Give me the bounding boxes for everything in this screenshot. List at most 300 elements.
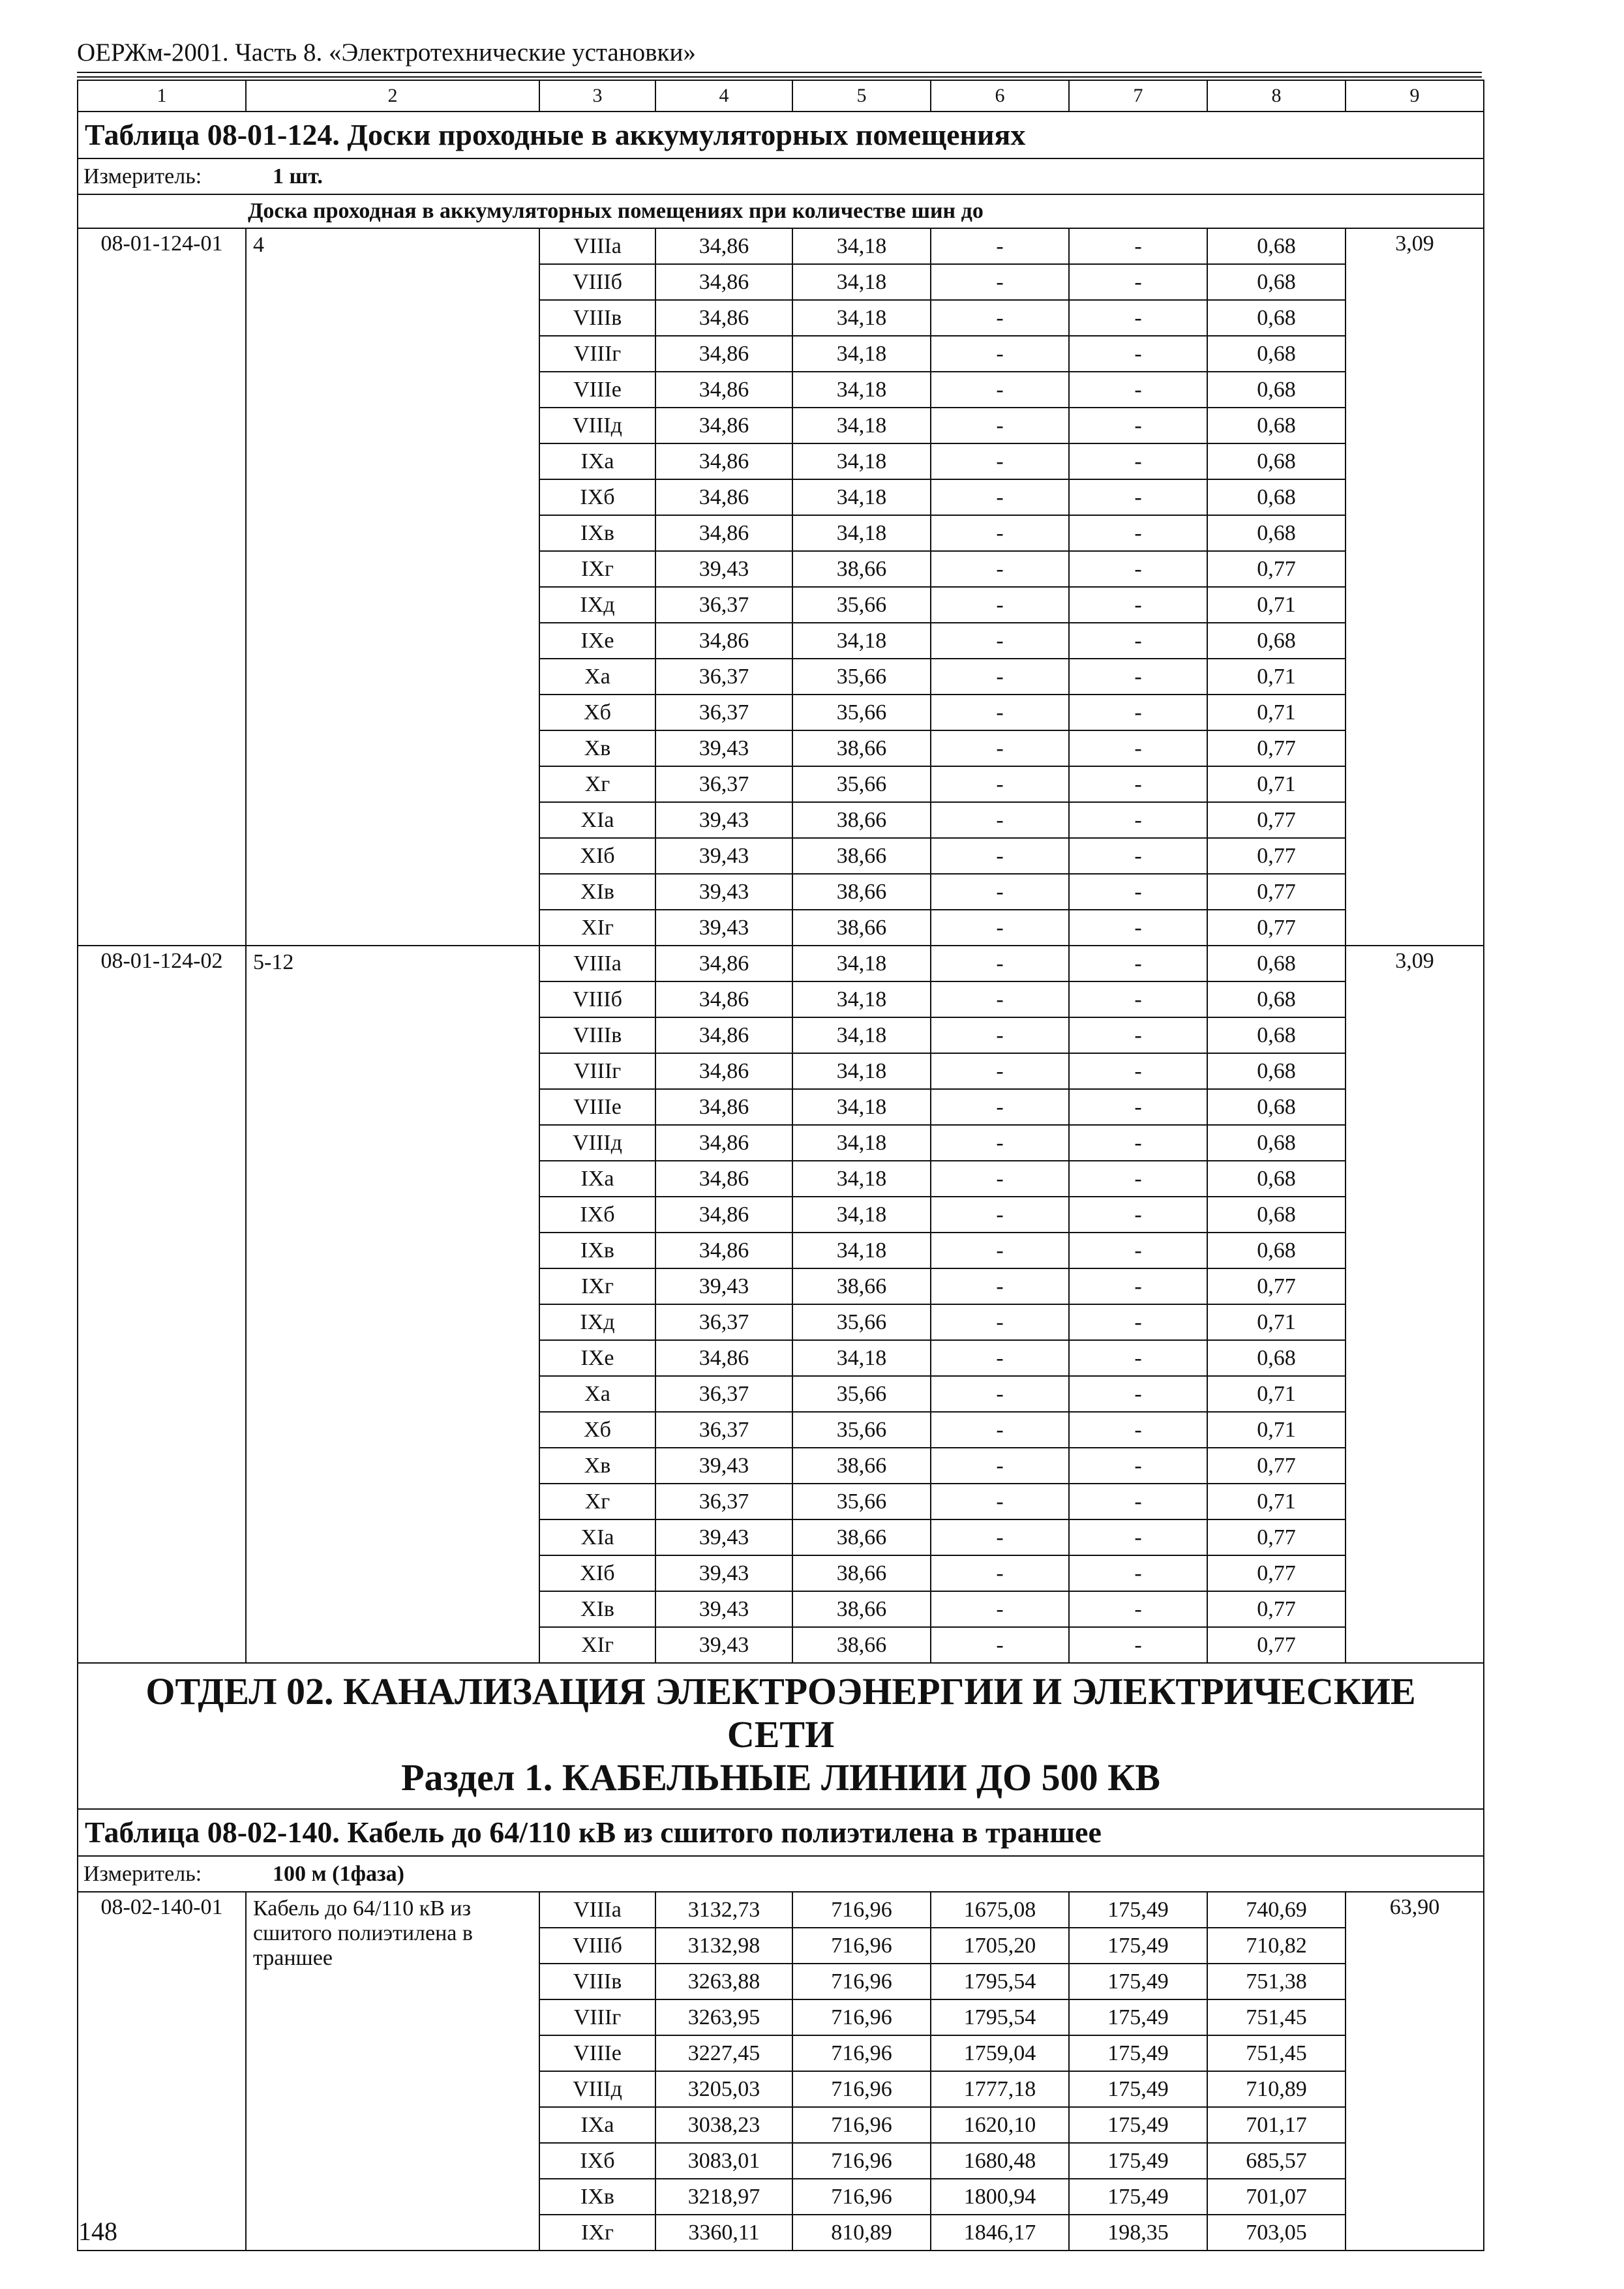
value-cell: - (1069, 1017, 1207, 1053)
value-cell: - (931, 730, 1069, 766)
value-cell: - (931, 1340, 1069, 1376)
value-cell: 1675,08 (931, 1892, 1069, 1928)
zone-cell: XIв (539, 1591, 655, 1627)
value-cell: - (1069, 515, 1207, 551)
value-cell: 710,89 (1207, 2071, 1346, 2107)
value-cell: - (1069, 695, 1207, 730)
value-cell: 36,37 (655, 659, 792, 695)
value-cell: 38,66 (792, 551, 931, 587)
value-cell: 34,86 (655, 1089, 792, 1125)
table-row (78, 1892, 1484, 1928)
value-cell: 703,05 (1207, 2215, 1346, 2251)
value-cell: - (931, 551, 1069, 587)
norm-code: 08-01-124-02 (78, 946, 246, 1663)
zone-cell: IXб (539, 1197, 655, 1233)
value-cell: 39,43 (655, 838, 792, 874)
header-rule (77, 72, 1482, 73)
value-cell: - (931, 838, 1069, 874)
value-cell: - (931, 695, 1069, 730)
value-cell: 38,66 (792, 874, 931, 910)
value-cell: - (1069, 1484, 1207, 1519)
column-number: 2 (246, 80, 539, 112)
norm-code: 08-02-140-01 (78, 1892, 246, 2251)
value-cell: 0,77 (1207, 838, 1346, 874)
value-cell: - (931, 1089, 1069, 1125)
value-cell: 36,37 (655, 1304, 792, 1340)
norm-description: Кабель до 64/110 кВ из сшитого полиэтилена в траншее (246, 1892, 539, 2251)
value-cell: 38,66 (792, 1591, 931, 1627)
measure-cell (78, 158, 1484, 194)
value-cell: 751,38 (1207, 1964, 1346, 1999)
value-cell: - (931, 300, 1069, 336)
value-cell: - (931, 1053, 1069, 1089)
value-cell: 34,18 (792, 1161, 931, 1197)
value-cell: 0,68 (1207, 264, 1346, 300)
value-cell: 0,68 (1207, 1125, 1346, 1161)
value-cell: 34,86 (655, 946, 792, 981)
value-cell: 685,57 (1207, 2143, 1346, 2179)
value-cell: - (931, 659, 1069, 695)
value-cell: 34,86 (655, 623, 792, 659)
value-cell: - (1069, 1268, 1207, 1304)
value-cell: 34,86 (655, 408, 792, 443)
value-cell: 34,86 (655, 981, 792, 1017)
col9-value: 3,09 (1346, 228, 1484, 946)
column-number: 7 (1069, 80, 1207, 112)
value-cell: 34,18 (792, 623, 931, 659)
value-cell: - (1069, 802, 1207, 838)
value-cell: 1620,10 (931, 2107, 1069, 2143)
value-cell: 0,68 (1207, 946, 1346, 981)
value-cell: - (931, 408, 1069, 443)
value-cell: - (1069, 1053, 1207, 1089)
value-cell: 3218,97 (655, 2179, 792, 2215)
value-cell: 34,86 (655, 1125, 792, 1161)
column-number: 9 (1346, 80, 1484, 112)
value-cell: - (931, 1448, 1069, 1484)
value-cell: - (1069, 874, 1207, 910)
zone-cell: IXб (539, 479, 655, 515)
value-cell: 0,68 (1207, 981, 1346, 1017)
running-header: ОЕРЖм-2001. Часть 8. «Электротехнические установки» (77, 38, 696, 67)
measure-row (78, 158, 1484, 194)
value-cell: 34,86 (655, 228, 792, 264)
table-title-row (78, 112, 1484, 158)
value-cell: 39,43 (655, 802, 792, 838)
measure-label: Измеритель: (83, 164, 202, 188)
value-cell: 34,86 (655, 1197, 792, 1233)
value-cell: - (931, 1484, 1069, 1519)
value-cell: 0,68 (1207, 408, 1346, 443)
zone-cell: VIIIг (539, 1053, 655, 1089)
value-cell: - (1069, 1304, 1207, 1340)
value-cell: - (931, 1627, 1069, 1663)
value-cell: - (1069, 766, 1207, 802)
norm-code: 08-01-124-01 (78, 228, 246, 946)
value-cell: - (1069, 1089, 1207, 1125)
value-cell: - (931, 1376, 1069, 1412)
page-number: 148 (78, 2217, 117, 2246)
zone-cell: VIIIа (539, 1892, 655, 1928)
value-cell: - (931, 766, 1069, 802)
value-cell: 34,18 (792, 1053, 931, 1089)
value-cell: - (1069, 1197, 1207, 1233)
zone-cell: IXа (539, 1161, 655, 1197)
value-cell: - (931, 587, 1069, 623)
col9-value: 63,90 (1346, 1892, 1484, 2251)
value-cell: 35,66 (792, 1484, 931, 1519)
value-cell: 0,68 (1207, 1233, 1346, 1268)
value-cell: 0,71 (1207, 766, 1346, 802)
value-cell: 3083,01 (655, 2143, 792, 2179)
value-cell: - (931, 515, 1069, 551)
value-cell: 1777,18 (931, 2071, 1069, 2107)
value-cell: 39,43 (655, 910, 792, 946)
value-cell: 716,96 (792, 2107, 931, 2143)
value-cell: 35,66 (792, 766, 931, 802)
value-cell: 175,49 (1069, 2179, 1207, 2215)
value-cell: 34,86 (655, 336, 792, 372)
value-cell: 1705,20 (931, 1928, 1069, 1964)
table-row (78, 228, 1484, 264)
value-cell: 34,18 (792, 264, 931, 300)
col9-value: 3,09 (1346, 946, 1484, 1663)
value-cell: 0,68 (1207, 1340, 1346, 1376)
zone-cell: Xа (539, 659, 655, 695)
value-cell: 34,18 (792, 1089, 931, 1125)
value-cell: 39,43 (655, 874, 792, 910)
zone-cell: IXа (539, 2107, 655, 2143)
measure-value: 100 м (1фаза) (273, 1861, 404, 1886)
value-cell: 710,82 (1207, 1928, 1346, 1964)
value-cell: - (1069, 1448, 1207, 1484)
header-rule (77, 76, 1482, 78)
table-subtitle: Доска проходная в аккумуляторных помещениях при количестве шин до (78, 194, 1484, 228)
value-cell: - (1069, 479, 1207, 515)
value-cell: 36,37 (655, 587, 792, 623)
value-cell: - (1069, 551, 1207, 587)
value-cell: 38,66 (792, 1448, 931, 1484)
value-cell: 716,96 (792, 2179, 931, 2215)
table-title-row (78, 1809, 1484, 1856)
value-cell: 1795,54 (931, 1964, 1069, 1999)
value-cell: - (1069, 659, 1207, 695)
zone-cell: IXе (539, 623, 655, 659)
value-cell: 751,45 (1207, 2035, 1346, 2071)
value-cell: 175,49 (1069, 2035, 1207, 2071)
zone-cell: VIIIа (539, 228, 655, 264)
value-cell: - (931, 1555, 1069, 1591)
value-cell: 34,18 (792, 372, 931, 408)
value-cell: 0,71 (1207, 1484, 1346, 1519)
zone-cell: VIIIд (539, 408, 655, 443)
value-cell: 36,37 (655, 695, 792, 730)
value-cell: 0,68 (1207, 1161, 1346, 1197)
value-cell: 38,66 (792, 1519, 931, 1555)
value-cell: 35,66 (792, 1412, 931, 1448)
value-cell: - (931, 1017, 1069, 1053)
value-cell: - (931, 910, 1069, 946)
value-cell: 0,68 (1207, 1089, 1346, 1125)
value-cell: 34,18 (792, 1340, 931, 1376)
value-cell: 34,86 (655, 372, 792, 408)
value-cell: - (1069, 1125, 1207, 1161)
value-cell: 0,77 (1207, 1268, 1346, 1304)
value-cell: 35,66 (792, 659, 931, 695)
value-cell: 39,43 (655, 1555, 792, 1591)
value-cell: 34,18 (792, 1125, 931, 1161)
zone-cell: XIб (539, 1555, 655, 1591)
value-cell: 175,49 (1069, 1928, 1207, 1964)
value-cell: - (1069, 300, 1207, 336)
value-cell: 36,37 (655, 1484, 792, 1519)
value-cell: 701,07 (1207, 2179, 1346, 2215)
zone-cell: VIIIе (539, 372, 655, 408)
table-subtitle-row (78, 194, 1484, 228)
zone-cell: Xг (539, 766, 655, 802)
value-cell: 35,66 (792, 1376, 931, 1412)
zone-cell: Xв (539, 730, 655, 766)
value-cell: 751,45 (1207, 1999, 1346, 2035)
column-number-row (78, 80, 1484, 112)
value-cell: 39,43 (655, 1591, 792, 1627)
value-cell: 716,96 (792, 1892, 931, 1928)
measure-label: Измеритель: (83, 1861, 202, 1886)
value-cell: 175,49 (1069, 2107, 1207, 2143)
value-cell: 716,96 (792, 2071, 931, 2107)
value-cell: 34,86 (655, 1340, 792, 1376)
table-title: Таблица 08-02-140. Кабель до 64/110 кВ из сшитого полиэтилена в траншее (78, 1809, 1484, 1856)
value-cell: - (931, 1233, 1069, 1268)
value-cell: 0,77 (1207, 1519, 1346, 1555)
value-cell: 0,77 (1207, 874, 1346, 910)
value-cell: 0,71 (1207, 659, 1346, 695)
value-cell: 34,86 (655, 300, 792, 336)
zone-cell: VIIIв (539, 1964, 655, 1999)
value-cell: 34,18 (792, 479, 931, 515)
value-cell: 34,18 (792, 336, 931, 372)
value-cell: 0,68 (1207, 1017, 1346, 1053)
value-cell: 0,77 (1207, 1448, 1346, 1484)
value-cell: 39,43 (655, 1448, 792, 1484)
value-cell: 3227,45 (655, 2035, 792, 2071)
measure-cell (78, 1856, 1484, 1892)
value-cell: 1795,54 (931, 1999, 1069, 2035)
zone-cell: VIIIб (539, 981, 655, 1017)
norm-description: 5-12 (246, 946, 539, 1663)
measure-value: 1 шт. (273, 164, 323, 188)
zone-cell: IXв (539, 2179, 655, 2215)
value-cell: 34,86 (655, 1161, 792, 1197)
value-cell: 0,68 (1207, 443, 1346, 479)
value-cell: 0,71 (1207, 695, 1346, 730)
value-cell: 39,43 (655, 730, 792, 766)
value-cell: 740,69 (1207, 1892, 1346, 1928)
value-cell: 175,49 (1069, 2071, 1207, 2107)
value-cell: 34,18 (792, 981, 931, 1017)
value-cell: 0,77 (1207, 1591, 1346, 1627)
value-cell: - (1069, 981, 1207, 1017)
value-cell: 0,68 (1207, 1197, 1346, 1233)
value-cell: 0,68 (1207, 336, 1346, 372)
value-cell: - (1069, 1519, 1207, 1555)
value-cell: 0,71 (1207, 1376, 1346, 1412)
value-cell: - (931, 1125, 1069, 1161)
zone-cell: VIIIг (539, 336, 655, 372)
value-cell: 3132,73 (655, 1892, 792, 1928)
value-cell: - (1069, 1555, 1207, 1591)
zone-cell: Xа (539, 1376, 655, 1412)
value-cell: - (931, 1304, 1069, 1340)
value-cell: - (931, 372, 1069, 408)
zone-cell: VIIIв (539, 1017, 655, 1053)
zone-cell: IXг (539, 2215, 655, 2251)
norms-table-body (78, 80, 1484, 2251)
value-cell: 716,96 (792, 1964, 931, 1999)
value-cell: - (931, 1161, 1069, 1197)
zone-cell: XIа (539, 1519, 655, 1555)
column-number: 8 (1207, 80, 1346, 112)
value-cell: 34,18 (792, 300, 931, 336)
value-cell: - (931, 479, 1069, 515)
value-cell: 35,66 (792, 695, 931, 730)
value-cell: - (1069, 1161, 1207, 1197)
value-cell: 3360,11 (655, 2215, 792, 2251)
zone-cell: Xг (539, 1484, 655, 1519)
subsection-heading: Раздел 1. КАБЕЛЬНЫЕ ЛИНИИ ДО 500 КВ (401, 1756, 1160, 1799)
value-cell: 34,86 (655, 1233, 792, 1268)
value-cell: 38,66 (792, 1268, 931, 1304)
value-cell: 0,77 (1207, 1555, 1346, 1591)
value-cell: - (1069, 1376, 1207, 1412)
zone-cell: IXг (539, 1268, 655, 1304)
value-cell: 34,18 (792, 515, 931, 551)
value-cell: 38,66 (792, 1555, 931, 1591)
value-cell: - (1069, 1412, 1207, 1448)
column-number: 6 (931, 80, 1069, 112)
value-cell: 1680,48 (931, 2143, 1069, 2179)
value-cell: 38,66 (792, 802, 931, 838)
value-cell: - (931, 443, 1069, 479)
section-heading (78, 1663, 1484, 1809)
value-cell: 34,86 (655, 515, 792, 551)
table-title: Таблица 08-01-124. Доски проходные в аккумуляторных помещениях (78, 112, 1484, 158)
value-cell: 3038,23 (655, 2107, 792, 2143)
value-cell: - (1069, 1627, 1207, 1663)
value-cell: - (1069, 1233, 1207, 1268)
value-cell: 0,68 (1207, 623, 1346, 659)
value-cell: 3132,98 (655, 1928, 792, 1964)
value-cell: 0,71 (1207, 587, 1346, 623)
zone-cell: VIIIб (539, 264, 655, 300)
value-cell: 716,96 (792, 1999, 931, 2035)
zone-cell: VIIIд (539, 1125, 655, 1161)
zone-cell: IXв (539, 515, 655, 551)
zone-cell: VIIIе (539, 1089, 655, 1125)
value-cell: 0,68 (1207, 515, 1346, 551)
norm-description: 4 (246, 228, 539, 946)
value-cell: 1759,04 (931, 2035, 1069, 2071)
zone-cell: XIб (539, 838, 655, 874)
column-number: 4 (655, 80, 792, 112)
value-cell: 0,77 (1207, 910, 1346, 946)
zone-cell: VIIIд (539, 2071, 655, 2107)
value-cell: 175,49 (1069, 1999, 1207, 2035)
value-cell: 34,18 (792, 1017, 931, 1053)
value-cell: - (1069, 730, 1207, 766)
value-cell: - (931, 264, 1069, 300)
value-cell: 36,37 (655, 766, 792, 802)
value-cell: - (931, 802, 1069, 838)
zone-cell: IXб (539, 2143, 655, 2179)
value-cell: - (1069, 443, 1207, 479)
zone-cell: VIIIв (539, 300, 655, 336)
zone-cell: IXд (539, 587, 655, 623)
value-cell: 0,68 (1207, 372, 1346, 408)
value-cell: 175,49 (1069, 1892, 1207, 1928)
value-cell: 0,68 (1207, 300, 1346, 336)
value-cell: 35,66 (792, 587, 931, 623)
value-cell: 34,18 (792, 408, 931, 443)
value-cell: 38,66 (792, 730, 931, 766)
zone-cell: XIв (539, 874, 655, 910)
value-cell: 36,37 (655, 1412, 792, 1448)
value-cell: - (1069, 336, 1207, 372)
value-cell: - (1069, 372, 1207, 408)
value-cell: 0,68 (1207, 228, 1346, 264)
value-cell: - (1069, 946, 1207, 981)
value-cell: - (931, 1519, 1069, 1555)
value-cell: 34,18 (792, 946, 931, 981)
measure-row (78, 1856, 1484, 1892)
value-cell: - (931, 981, 1069, 1017)
value-cell: 716,96 (792, 2143, 931, 2179)
zone-cell: Xв (539, 1448, 655, 1484)
value-cell: - (931, 1591, 1069, 1627)
value-cell: 0,77 (1207, 551, 1346, 587)
value-cell: 3205,03 (655, 2071, 792, 2107)
value-cell: 1800,94 (931, 2179, 1069, 2215)
value-cell: 0,71 (1207, 1412, 1346, 1448)
norms-table (77, 80, 1484, 2251)
value-cell: 38,66 (792, 838, 931, 874)
value-cell: - (931, 1268, 1069, 1304)
zone-cell: VIIIб (539, 1928, 655, 1964)
value-cell: 34,86 (655, 479, 792, 515)
value-cell: 0,77 (1207, 1627, 1346, 1663)
value-cell: 0,77 (1207, 730, 1346, 766)
value-cell: 38,66 (792, 910, 931, 946)
value-cell: 39,43 (655, 551, 792, 587)
value-cell: 0,68 (1207, 1053, 1346, 1089)
value-cell: - (931, 874, 1069, 910)
value-cell: 34,86 (655, 1017, 792, 1053)
column-number: 1 (78, 80, 246, 112)
value-cell: 34,86 (655, 264, 792, 300)
value-cell: 701,17 (1207, 2107, 1346, 2143)
department-heading: ОТДЕЛ 02. КАНАЛИЗАЦИЯ ЭЛЕКТРОЭНЕРГИИ И ЭЛЕКТРИЧЕСКИЕ СЕТИ (145, 1670, 1416, 1756)
value-cell: 716,96 (792, 1928, 931, 1964)
table-row (78, 946, 1484, 981)
value-cell: 3263,95 (655, 1999, 792, 2035)
column-number: 3 (539, 80, 655, 112)
value-cell: 34,86 (655, 443, 792, 479)
value-cell: 36,37 (655, 1376, 792, 1412)
value-cell: 810,89 (792, 2215, 931, 2251)
value-cell: 0,77 (1207, 802, 1346, 838)
value-cell: 34,18 (792, 228, 931, 264)
value-cell: - (1069, 228, 1207, 264)
